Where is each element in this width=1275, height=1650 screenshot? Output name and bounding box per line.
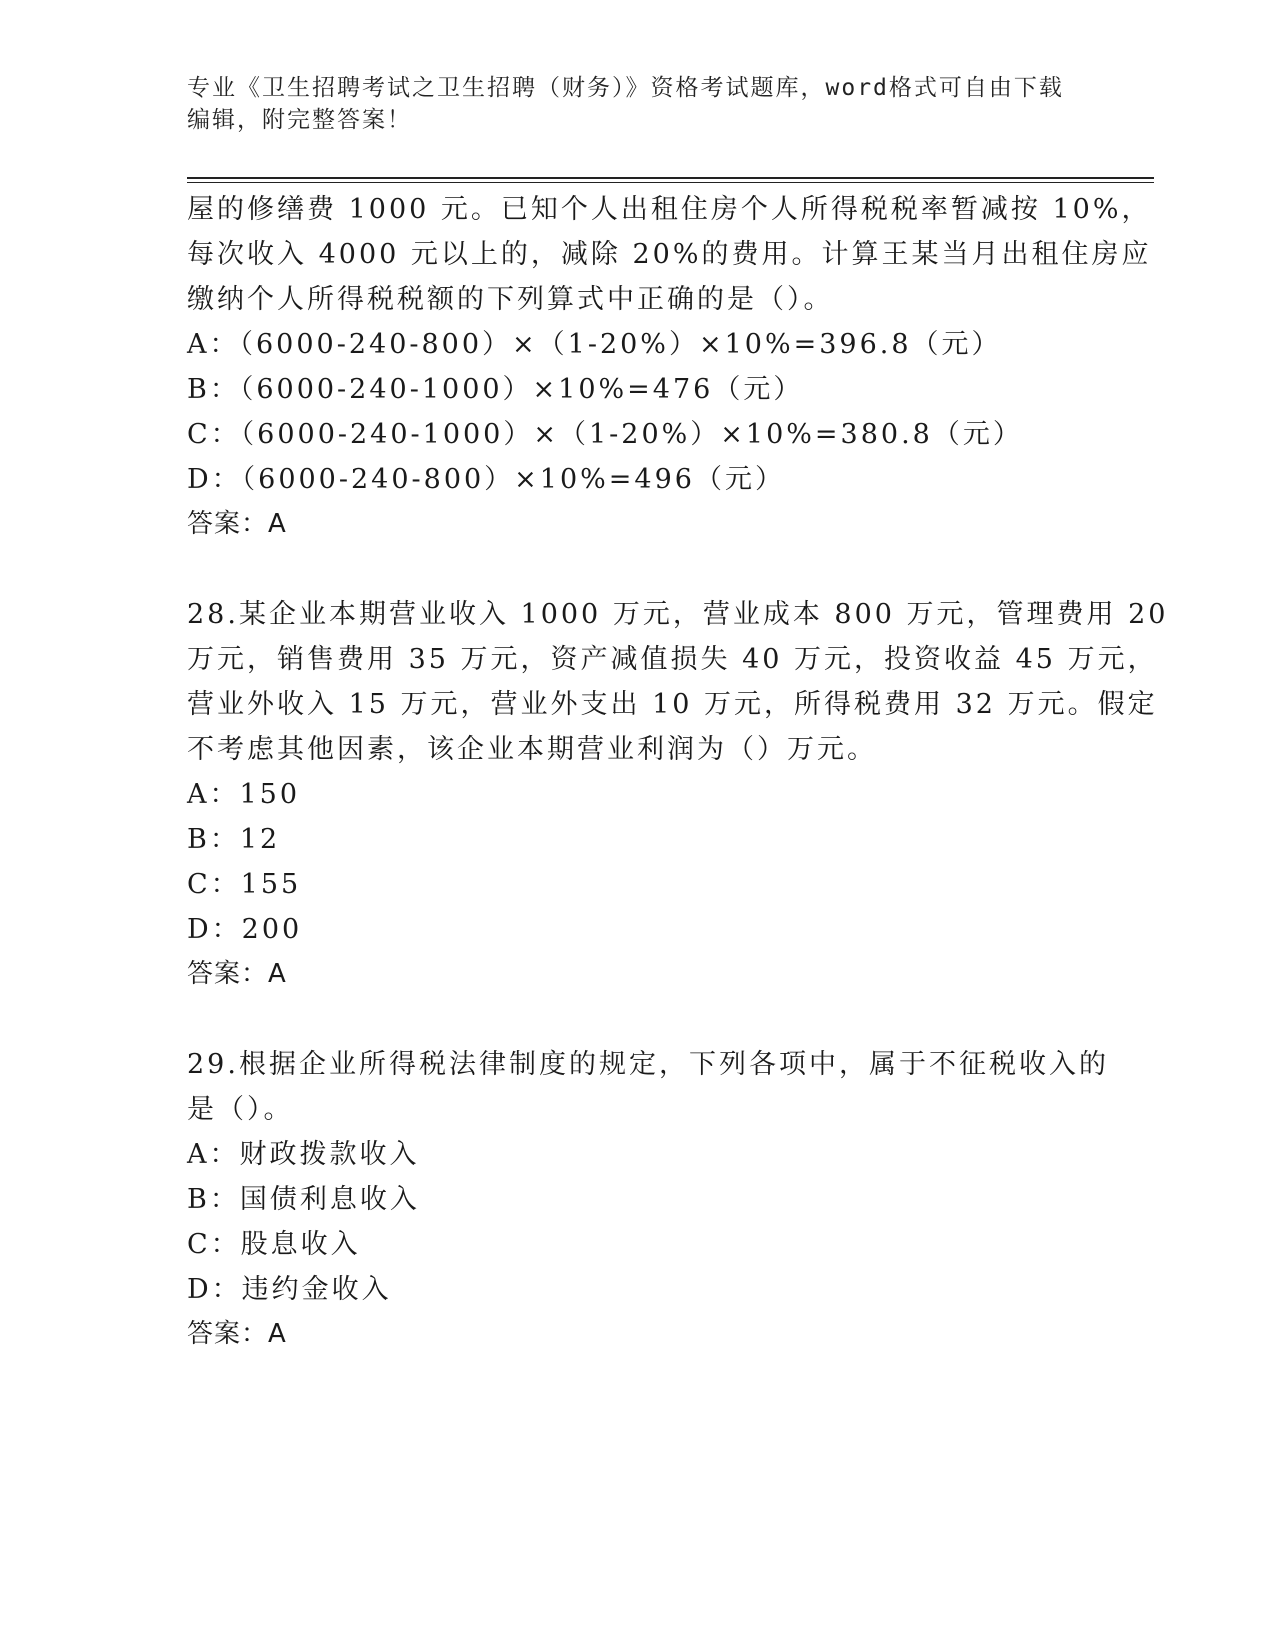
header-line-1: 专业《卫生招聘考试之卫生招聘（财务）》资格考试题库，word格式可自由下载 [187,75,1064,101]
question-text-line: 万元，销售费用 35 万元，资产减值损失 40 万元，投资收益 45 万元， [187,644,1158,675]
answer-label: 答案：A [187,1319,287,1349]
option-d: D：违约金收入 [187,1274,392,1305]
question-text-line: 屋的修缮费 1000 元。已知个人出租住房个人所得税税率暂减按 10%， [187,194,1152,225]
document-header [187,72,1087,136]
question-text-line: 缴纳个人所得税税额的下列算式中正确的是（）。 [187,284,834,315]
header-divider-thin [187,182,1154,183]
question-spacer [187,997,1087,1042]
question-content [187,187,1169,1357]
question-spacer [187,547,1087,592]
option-b: B：国债利息收入 [187,1184,420,1215]
question-text-line: 是（）。 [187,1094,294,1125]
header-line-2: 编辑，附完整答案！ [187,107,412,133]
option-a: A：财政拨款收入 [187,1139,420,1170]
option-d: D：（6000-240-800）×10%=496（元） [187,464,785,495]
question-text-line: 营业外收入 15 万元，营业外支出 10 万元，所得税费用 32 万元。假定 [187,689,1158,720]
answer-label: 答案：A [187,959,287,989]
option-b: B：12 [187,824,281,855]
question-text-line: 不考虑其他因素，该企业本期营业利润为（）万元。 [187,734,877,765]
question-27 [187,187,1152,547]
option-c: C：股息收入 [187,1229,361,1260]
question-text-line: 29.根据企业所得税法律制度的规定，下列各项中，属于不征税收入的 [187,1049,1109,1080]
answer-label: 答案：A [187,509,287,539]
question-text-line: 每次收入 4000 元以上的，减除 20%的费用。计算王某当月出租住房应 [187,239,1152,270]
option-d: D：200 [187,914,303,945]
option-b: B：（6000-240-1000）×10%=476（元） [187,374,804,405]
question-29 [187,1042,1109,1357]
option-c: C：（6000-240-1000）×（1-20%）×10%=380.8（元） [187,419,1023,450]
header-divider-thick [187,177,1154,179]
question-text-line: 28.某企业本期营业收入 1000 万元，营业成本 800 万元，管理费用 20 [187,599,1169,630]
option-a: A：（6000-240-800）×（1-20%）×10%=396.8（元） [187,329,1002,360]
option-a: A：150 [187,779,301,810]
question-28 [187,592,1169,997]
option-c: C：155 [187,869,302,900]
